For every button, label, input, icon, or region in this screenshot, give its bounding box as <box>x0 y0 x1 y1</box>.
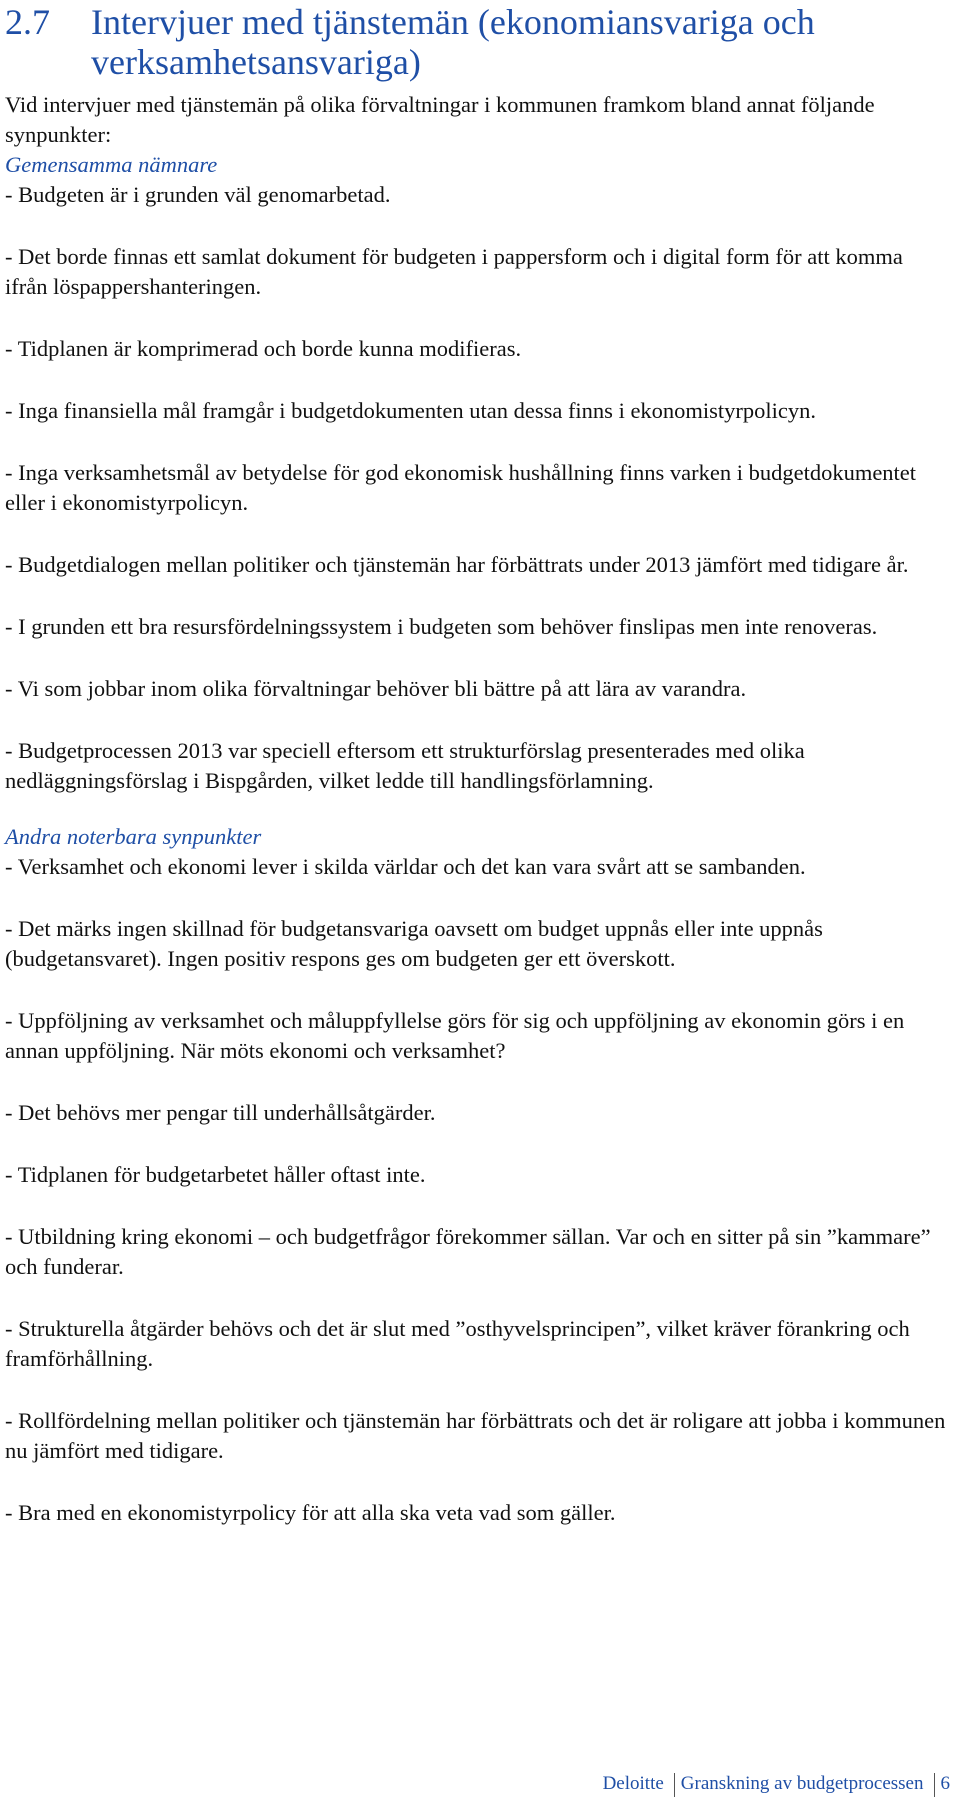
group-other-heading: Andra noterbara synpunkter <box>5 824 262 849</box>
list-item: - Budgeten är i grunden väl genomarbetad. <box>5 182 391 207</box>
group-common <box>5 150 950 796</box>
list-item: - Bra med en ekonomistyrpolicy för att alla ska veta vad som gäller. <box>5 1500 616 1525</box>
list-item: - I grunden ett bra resursfördelningssystem i budgeten som behöver finslipas men inte renoveras. <box>5 614 878 639</box>
list-item: - Tidplanen är komprimerad och borde kunna modifieras. <box>5 336 522 361</box>
list-item: - Budgetdialogen mellan politiker och tjänstemän har förbättrats under 2013 jämfört med tidigare år. <box>5 552 909 577</box>
section-number: 2.7 <box>5 2 50 42</box>
list-item: - Strukturella åtgärder behövs och det är slut med ”osthyvelsprincipen”, vilket kräver förankring och framförhållning. <box>5 1316 910 1371</box>
intro-paragraph: Vid intervjuer med tjänstemän på olika förvaltningar i kommunen framkom bland annat följande synpunkter: <box>5 92 875 147</box>
group-other <box>5 822 950 1528</box>
section-title: Intervjuer med tjänstemän (ekonomiansvariga och verksamhetsansvariga) <box>91 2 815 82</box>
footer-report-title: Granskning av budgetprocessen <box>680 1773 924 1794</box>
list-item: - Budgetprocessen 2013 var speciell eftersom ett strukturförslag presenterades med olika nedläggningsförslag i Bispgården, vilket ledde till handlingsförlamning. <box>5 738 805 793</box>
footer-company: Deloitte <box>602 1773 664 1794</box>
list-item: - Inga finansiella mål framgår i budgetdokumenten utan dessa finns i ekonomistyrpolicyn. <box>5 398 817 423</box>
document-page <box>5 0 950 1560</box>
section-heading <box>5 2 950 82</box>
footer-divider <box>674 1773 675 1797</box>
list-item: - Det borde finnas ett samlat dokument för budgeten i pappersform och i digital form för att komma ifrån löspappershanteringen. <box>5 244 903 299</box>
list-item: - Det märks ingen skillnad för budgetansvariga oavsett om budget uppnås eller inte uppnås (budgetansvaret). Ingen positiv respons ges om budgeten ger ett överskott. <box>5 916 823 971</box>
list-item: - Det behövs mer pengar till underhållsåtgärder. <box>5 1100 436 1125</box>
list-item: - Verksamhet och ekonomi lever i skilda världar och det kan vara svårt att se sambanden. <box>5 854 806 879</box>
list-item: - Utbildning kring ekonomi – och budgetfrågor förekommer sällan. Var och en sitter på sin ”kammare” och funderar. <box>5 1224 931 1279</box>
list-item: - Inga verksamhetsmål av betydelse för god ekonomisk hushållning finns varken i budgetdokumentet eller i ekonomistyrpolicyn. <box>5 460 917 515</box>
footer-divider <box>934 1773 935 1797</box>
group-common-heading: Gemensamma nämnare <box>5 152 218 177</box>
list-item: - Uppföljning av verksamhet och måluppfyllelse görs för sig och uppföljning av ekonomin görs i en annan uppföljning. När möts ekonomi och verksamhet? <box>5 1008 905 1063</box>
list-item: - Rollfördelning mellan politiker och tjänstemän har förbättrats och det är roligare att jobba i kommunen nu jämfört med tidigare. <box>5 1408 946 1463</box>
footer-page-number: 6 <box>940 1773 950 1794</box>
list-item: - Vi som jobbar inom olika förvaltningar behöver bli bättre på att lära av varandra. <box>5 676 747 701</box>
page-footer <box>603 1773 950 1797</box>
list-item: - Tidplanen för budgetarbetet håller oftast inte. <box>5 1162 426 1187</box>
